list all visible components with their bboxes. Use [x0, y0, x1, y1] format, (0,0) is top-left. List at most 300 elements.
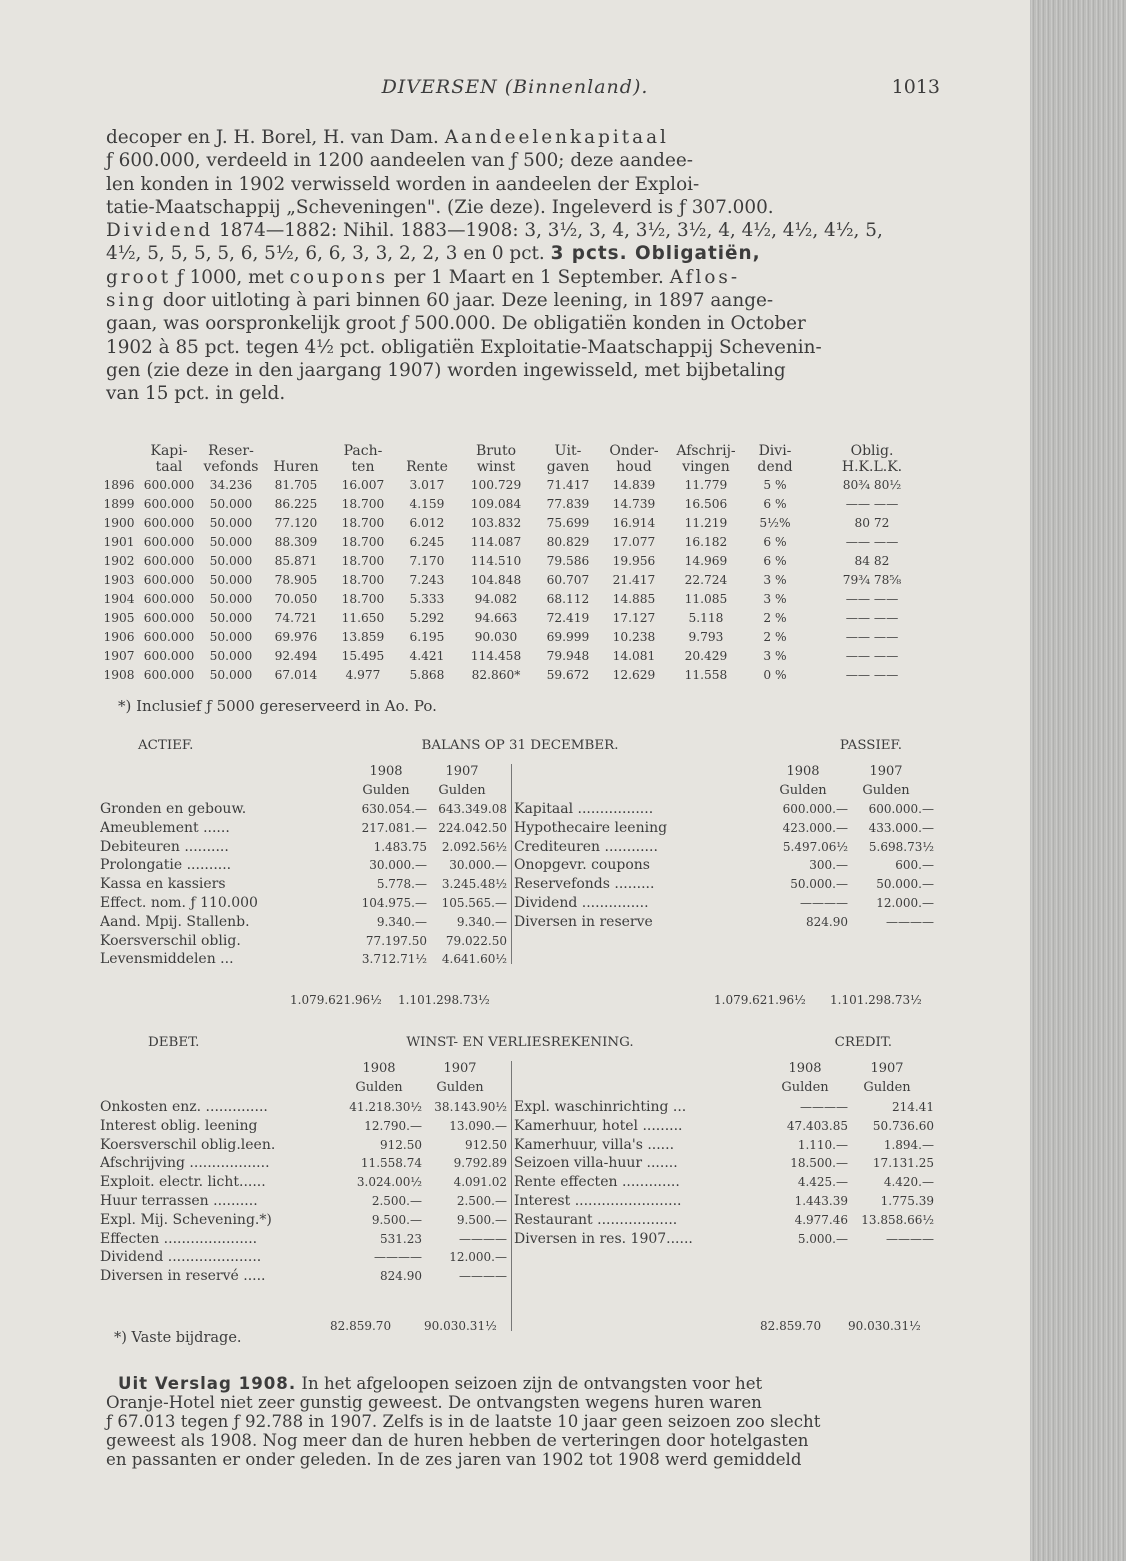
column-header	[262, 443, 330, 459]
column-header: Oblig.	[850, 443, 894, 459]
ledger-value-1907: 643.349.08	[438, 802, 507, 816]
table-cell: 80 72	[854, 515, 890, 530]
row-year: 1907	[103, 648, 135, 663]
ledger-value-1908: 600.000.—	[782, 802, 848, 816]
ledger-line	[514, 894, 940, 913]
row-year: 1906	[103, 629, 135, 644]
table-cell: 6.245	[409, 534, 445, 549]
pl-total-left-1908: 82.859.70	[330, 1319, 392, 1333]
verslag-paragraph	[106, 1374, 940, 1469]
balance-left-items	[100, 800, 507, 969]
table-cell: 17.077	[612, 534, 656, 549]
table-cell: 50.000	[209, 534, 253, 549]
column-header: Divi-	[758, 443, 792, 459]
table-cell: 7.170	[409, 553, 445, 568]
ledger-value-1907: 13.090.—	[449, 1118, 507, 1133]
ledger-label: Interest ........................	[514, 1192, 682, 1209]
balance-col-unit: Gulden	[362, 783, 410, 798]
balance-left-title: ACTIEF.	[138, 738, 194, 753]
ledger-line	[100, 1136, 507, 1155]
ledger-label: Prolongatie ..........	[100, 857, 232, 874]
ledger-value-1908: ————	[374, 1250, 422, 1265]
table-cell: 50.000	[209, 515, 253, 530]
table-cell: 114.087	[470, 534, 522, 549]
table-cell: 6.012	[409, 515, 445, 530]
balance-col-year: 1907	[445, 764, 479, 779]
table-cell: 75.699	[546, 515, 590, 530]
table-cell: 70.050	[274, 591, 318, 606]
table-cell: 72.419	[546, 610, 590, 625]
balance-total-left-1908: 1.079.621.96½	[290, 993, 382, 1007]
table-cell: 50.000	[209, 610, 253, 625]
table-cell: 10.238	[612, 629, 656, 644]
table-row	[100, 475, 940, 494]
intro-line: gaan, was oorspronkelijk groot ƒ 500.000. De obligatiën konden in October	[106, 313, 806, 335]
ledger-label: Kamerhuur, villa's ......	[514, 1136, 675, 1153]
row-year: 1900	[103, 515, 135, 530]
ledger-label: Huur terrassen ..........	[100, 1192, 258, 1209]
table-cell: 6.195	[409, 629, 445, 644]
table-row	[100, 532, 940, 551]
balance-right-items	[514, 800, 940, 932]
intro-line: tatie-Maatschappij „Scheveningen". (Zie deze). Ingeleverd is ƒ 307.000.	[106, 196, 774, 218]
table-cell: 2 %	[763, 629, 787, 644]
table-cell: 11.650	[341, 610, 385, 625]
intro-line: sing door uitloting à pari binnen 60 jaar. Deze leening, in 1897 aange-	[106, 290, 774, 312]
ledger-line	[514, 838, 940, 857]
ledger-line	[514, 1098, 940, 1117]
table-cell: 600.000	[143, 553, 195, 568]
ledger-line	[100, 1248, 507, 1267]
ledger-line	[100, 838, 507, 857]
running-header	[90, 76, 940, 106]
table-cell: 18.700	[341, 534, 385, 549]
table-cell: 79¾ 78⅝	[842, 572, 902, 587]
ledger-label: Exploit. electr. licht......	[100, 1174, 266, 1191]
table-cell: 79.586	[546, 553, 590, 568]
column-header: Onder-	[609, 443, 659, 459]
table-cell: 600.000	[143, 515, 195, 530]
ledger-value-1908: 5.778.—	[376, 877, 427, 892]
ledger-line	[100, 913, 507, 932]
ledger-label: Restaurant ..................	[514, 1211, 678, 1228]
column-header: H.K.L.K.	[841, 459, 903, 475]
table-cell: 92.494	[274, 648, 318, 663]
table-cell: 14.885	[612, 591, 656, 606]
ledger-value-1907: 4.420.—	[883, 1175, 934, 1190]
table-cell: 18.700	[341, 496, 385, 511]
ledger-label: Onopgevr. coupons	[514, 857, 650, 874]
ledger-line	[514, 875, 940, 894]
table-cell: 3.017	[409, 477, 445, 492]
table-cell: 0 %	[763, 667, 787, 682]
table-cell: 84 82	[854, 553, 890, 568]
column-header: winst	[476, 459, 516, 475]
table-cell: 69.999	[546, 629, 590, 644]
table-cell: 17.127	[612, 610, 656, 625]
balance-col-unit: Gulden	[862, 783, 910, 798]
ledger-value-1907: 2.500.—	[456, 1193, 507, 1208]
table-row	[100, 589, 940, 608]
table-cell: 59.672	[546, 667, 590, 682]
ledger-label: Dividend .....................	[100, 1249, 262, 1266]
table-cell: 600.000	[143, 629, 195, 644]
ledger-value-1908: 824.90	[806, 914, 848, 929]
ledger-value-1908: 47.403.85	[786, 1118, 848, 1133]
ledger-value-1908: 217.081.—	[361, 820, 427, 835]
pl-total-right-1908: 82.859.70	[760, 1319, 822, 1333]
column-header: dend	[757, 459, 793, 475]
ledger-line	[514, 913, 940, 932]
verslag-line: ƒ 67.013 tegen ƒ 92.788 in 1907. Zelfs is in de laatste 10 jaar geen seizoen zoo slecht	[106, 1412, 821, 1431]
intro-line: van 15 pct. in geld.	[106, 383, 286, 405]
balance-col-unit: Gulden	[779, 783, 827, 798]
ledger-value-1907: 30.000.—	[449, 858, 507, 873]
column-header: Rente	[406, 459, 448, 475]
column-header: vingen	[682, 459, 730, 475]
table-row	[100, 570, 940, 589]
column-header: gaven	[546, 459, 590, 475]
ledger-line	[100, 819, 507, 838]
table-cell: 18.700	[341, 553, 385, 568]
intro-paragraph	[106, 126, 940, 406]
table-cell: 77.839	[546, 496, 590, 511]
table-cell: —— ——	[845, 496, 899, 511]
ledger-line	[514, 1136, 940, 1155]
ledger-value-1907: 1.894.—	[883, 1137, 934, 1152]
ledger-value-1907: 224.042.50	[438, 820, 507, 835]
ledger-line	[100, 1098, 507, 1117]
history-table-body	[100, 475, 940, 684]
table-cell: 77.120	[274, 515, 318, 530]
ledger-value-1907: 214.41	[892, 1100, 934, 1114]
table-cell: 11.558	[684, 667, 728, 682]
ledger-label: Dividend ...............	[514, 894, 649, 911]
ledger-value-1907: 12.000.—	[876, 895, 934, 910]
table-cell: 7.243	[409, 572, 445, 587]
table-row	[100, 627, 940, 646]
table-cell: 21.417	[612, 572, 656, 587]
ledger-value-1908: 77.197.50	[365, 933, 427, 948]
ledger-value-1907: 50.736.60	[872, 1118, 934, 1133]
ledger-value-1907: ————	[459, 1231, 507, 1246]
pl-col-year: 1908	[362, 1061, 396, 1076]
ledger-line	[100, 1211, 507, 1230]
table-cell: 3 %	[763, 572, 787, 587]
pl-right-items	[514, 1098, 940, 1248]
table-cell: 5 %	[763, 477, 787, 492]
table-cell: 12.629	[612, 667, 656, 682]
table-cell: 600.000	[143, 667, 195, 682]
ledger-value-1907: ————	[459, 1269, 507, 1284]
table-cell: 6 %	[763, 496, 787, 511]
ledger-label: Onkosten enz. ..............	[100, 1099, 268, 1115]
intro-line: 4½, 5, 5, 5, 5, 6, 5½, 6, 6, 3, 3, 2, 2, 3 en 0 pct. 3 pcts. Obligatiën,	[106, 243, 761, 265]
ledger-line	[514, 1154, 940, 1173]
balance-right-title: PASSIEF.	[839, 738, 902, 753]
table-cell: 14.839	[612, 477, 656, 492]
table-cell: 34.236	[209, 477, 253, 492]
ledger-label: Diversen in reserve	[514, 913, 653, 930]
table-cell: 16.007	[341, 477, 385, 492]
column-header	[396, 443, 458, 459]
profit-loss-account	[100, 1035, 940, 1355]
ledger-value-1908: 1.443.39	[794, 1193, 848, 1208]
page-number: 1013	[891, 76, 940, 98]
ledger-label: Koersverschil oblig.leen.	[100, 1136, 276, 1153]
table-cell: 22.724	[684, 572, 728, 587]
ledger-label: Kapitaal .................	[514, 801, 654, 817]
table-row	[100, 608, 940, 627]
ledger-line	[514, 800, 940, 819]
table-cell: 81.705	[274, 477, 318, 492]
column-header: Reser-	[208, 443, 254, 459]
table-cell: 18.700	[341, 572, 385, 587]
ledger-label: Gronden en gebouw.	[100, 801, 247, 817]
table-cell: 60.707	[546, 572, 590, 587]
table-cell: 11.779	[684, 477, 728, 492]
ledger-value-1908: 9.500.—	[371, 1212, 422, 1227]
ledger-value-1907: 13.858.66½	[861, 1212, 934, 1227]
ledger-value-1908: 11.558.74	[360, 1156, 422, 1171]
ledger-label: Aand. Mpij. Stallenb.	[100, 913, 250, 930]
pl-note: *) Vaste bijdrage.	[114, 1330, 242, 1346]
ledger-line	[514, 1192, 940, 1211]
table-cell: 104.848	[470, 572, 522, 587]
ledger-value-1908: 912.50	[380, 1137, 422, 1152]
pl-title-row	[100, 1035, 940, 1055]
balance-col-year: 1908	[369, 764, 403, 779]
table-cell: 50.000	[209, 572, 253, 587]
table-cell: 600.000	[143, 572, 195, 587]
column-header: taal	[155, 459, 183, 475]
ledger-label: Levensmiddelen ...	[100, 951, 234, 968]
table-cell: —— ——	[845, 629, 899, 644]
balance-total-right-1907: 1.101.298.73½	[830, 993, 922, 1007]
table-cell: 20.429	[684, 648, 728, 663]
table-cell: 2 %	[763, 610, 787, 625]
header-row	[100, 443, 940, 459]
intro-line: decoper en J. H. Borel, H. van Dam. Aandeelenkapitaal	[106, 127, 669, 148]
table-cell: 90.030	[474, 629, 518, 644]
ledger-value-1907: 38.143.90½	[434, 1100, 507, 1114]
history-note: *) Inclusief ƒ 5000 gereserveerd in Ao. Po.	[118, 697, 437, 715]
ledger-line	[100, 932, 507, 951]
verslag-line: Oranje-Hotel niet zeer gunstig geweest. De ontvangsten wegens huren waren	[106, 1393, 762, 1412]
table-row	[100, 513, 940, 532]
intro-line: len konden in 1902 verwisseld worden in aandeelen der Exploi-	[106, 173, 700, 195]
column-header: vefonds	[203, 459, 259, 475]
ledger-value-1908: 531.23	[380, 1231, 422, 1246]
pl-col-year: 1907	[443, 1061, 477, 1076]
table-row	[100, 494, 940, 513]
ledger-value-1908: 3.024.00½	[356, 1175, 422, 1190]
table-cell: 19.956	[612, 553, 656, 568]
table-cell: 88.309	[274, 534, 318, 549]
ledger-value-1908: 9.340.—	[376, 914, 427, 929]
ledger-label: Expl. waschinrichting ...	[514, 1099, 687, 1115]
table-cell: —— ——	[845, 667, 899, 682]
ledger-line	[100, 856, 507, 875]
table-cell: —— ——	[845, 591, 899, 606]
column-header: ten	[351, 459, 375, 475]
table-cell: —— ——	[845, 648, 899, 663]
ledger-line	[100, 1267, 507, 1286]
table-cell: 600.000	[143, 610, 195, 625]
ledger-label: Afschrijving ..................	[100, 1155, 270, 1172]
pl-col-unit: Gulden	[355, 1080, 403, 1095]
ledger-line	[100, 1154, 507, 1173]
table-cell: 600.000	[143, 496, 195, 511]
ledger-line	[514, 1211, 940, 1230]
ledger-line	[514, 1173, 940, 1192]
intro-line: groot ƒ 1000, met coupons per 1 Maart en 1 September. Aflos-	[106, 266, 741, 288]
ledger-label: Ameublement ......	[100, 819, 230, 836]
ledger-value-1907: 4.091.02	[453, 1175, 507, 1190]
table-cell: 13.859	[341, 629, 385, 644]
pl-right-title: CREDIT.	[834, 1035, 892, 1050]
table-cell: 14.969	[684, 553, 728, 568]
ledger-line	[100, 894, 507, 913]
verslag-line: Uit Verslag 1908. In het afgeloopen seizoen zijn de ontvangsten voor het	[106, 1374, 940, 1393]
ledger-line	[100, 1173, 507, 1192]
row-year: 1899	[103, 496, 135, 511]
ledger-value-1908: 2.500.—	[371, 1193, 422, 1208]
ledger-value-1908: ————	[800, 895, 848, 910]
ledger-value-1907: 105.565.—	[441, 895, 507, 910]
table-cell: 50.000	[209, 496, 253, 511]
ledger-value-1907: 50.000.—	[876, 877, 934, 892]
column-header: Huren	[273, 459, 319, 475]
ledger-label: Effect. nom. ƒ 110.000	[100, 894, 258, 911]
table-cell: 114.510	[470, 553, 522, 568]
ledger-label: Interest oblig. leening	[100, 1117, 258, 1134]
table-cell: 11.085	[684, 591, 728, 606]
ledger-value-1908: 5.497.06½	[782, 839, 848, 854]
ledger-line	[100, 950, 507, 969]
table-cell: 6 %	[763, 534, 787, 549]
balance-total-right-1908: 1.079.621.96½	[714, 993, 806, 1007]
pl-col-unit: Gulden	[436, 1080, 484, 1095]
ledger-label: Crediteuren ............	[514, 838, 658, 855]
balance-title-row	[100, 738, 940, 758]
ledger-value-1908: 12.790.—	[364, 1118, 422, 1133]
ledger-value-1908: 4.977.46	[794, 1212, 848, 1227]
ledger-value-1907: 9.792.89	[453, 1156, 507, 1171]
table-cell: 14.739	[612, 496, 656, 511]
row-year: 1902	[103, 553, 135, 568]
table-cell: 5.292	[409, 610, 445, 625]
balance-total-left-1907: 1.101.298.73½	[398, 993, 490, 1007]
balance-col-year: 1908	[786, 764, 820, 779]
ledger-value-1908: 630.054.—	[361, 802, 427, 816]
ledger-line	[514, 856, 940, 875]
ledger-value-1908: 300.—	[809, 858, 848, 873]
column-header: houd	[616, 459, 652, 475]
balance-sheet	[100, 738, 940, 1018]
ledger-label: Hypothecaire leening	[514, 819, 668, 836]
intro-line: 1902 à 85 pct. tegen 4½ pct. obligatiën Exploitatie-Maatschappij Schevenin-	[106, 336, 822, 358]
ledger-value-1907: 5.698.73½	[868, 839, 934, 854]
balance-col-unit: Gulden	[438, 783, 486, 798]
verslag-line: geweest als 1908. Nog meer dan de huren hebben de verteringen door hotelgasten	[106, 1431, 809, 1450]
table-cell: 80¾ 80½	[842, 477, 902, 492]
table-cell: 600.000	[143, 648, 195, 663]
table-cell: 600.000	[143, 534, 195, 549]
ledger-value-1908: 30.000.—	[369, 858, 427, 873]
table-row	[100, 665, 940, 684]
table-cell: 5.868	[409, 667, 445, 682]
ledger-line	[100, 875, 507, 894]
table-cell: 4.977	[345, 667, 381, 682]
ledger-line	[100, 800, 507, 819]
ledger-label: Kassa en kassiers	[100, 876, 226, 893]
ledger-value-1907: 9.500.—	[456, 1212, 507, 1227]
ledger-label: Kamerhuur, hotel .........	[514, 1117, 683, 1134]
table-cell: 3 %	[763, 591, 787, 606]
pl-col-year: 1908	[788, 1061, 822, 1076]
ledger-value-1907: 600.000.—	[868, 802, 934, 816]
ledger-value-1907: 9.340.—	[456, 914, 507, 929]
intro-line: gen (zie deze in den jaargang 1907) worden ingewisseld, met bijbetaling	[106, 359, 786, 381]
ledger-value-1908: 1.110.—	[797, 1137, 848, 1152]
table-cell: 9.793	[688, 629, 724, 644]
ledger-value-1908: 5.000.—	[797, 1231, 848, 1246]
table-cell: 5½%	[759, 515, 791, 530]
header-title: DIVERSEN (Binnenland).	[381, 76, 649, 98]
pl-divider	[511, 1061, 512, 1331]
ledger-line	[100, 1117, 507, 1136]
table-cell: 5.333	[409, 591, 445, 606]
table-cell: —— ——	[845, 610, 899, 625]
pl-col-unit: Gulden	[781, 1080, 829, 1095]
table-cell: 15.495	[341, 648, 385, 663]
table-cell: 50.000	[209, 553, 253, 568]
ledger-label: Diversen in res. 1907......	[514, 1230, 693, 1247]
ledger-label: Debiteuren ..........	[100, 838, 229, 855]
intro-line: ƒ 600.000, verdeeld in 1200 aandeelen van ƒ 500; deze aandee-	[106, 150, 693, 172]
verslag-line: en passanten er onder geleden. In de zes jaren van 1902 tot 1908 werd gemiddeld	[106, 1450, 802, 1469]
pl-total-right-1907: 90.030.31½	[848, 1319, 921, 1333]
column-header: Afschrij-	[676, 443, 736, 459]
verslag-heading: Uit Verslag 1908.	[118, 1374, 297, 1393]
table-cell: 85.871	[274, 553, 318, 568]
ledger-value-1908: 1.483.75	[373, 839, 427, 854]
table-cell: 600.000	[143, 477, 195, 492]
ledger-value-1908: 423.000.—	[782, 820, 848, 835]
ledger-value-1907: ————	[886, 914, 934, 929]
table-cell: 16.506	[684, 496, 728, 511]
ledger-value-1907: 433.000.—	[868, 820, 934, 835]
ledger-value-1908: ————	[800, 1100, 848, 1114]
ledger-value-1907: 912.50	[465, 1137, 507, 1152]
row-year: 1901	[103, 534, 135, 549]
ledger-value-1908: 18.500.—	[790, 1156, 848, 1171]
ledger-value-1908: 824.90	[380, 1269, 422, 1284]
ledger-value-1907: 17.131.25	[872, 1156, 934, 1171]
column-header: Bruto	[475, 443, 517, 459]
column-header: Uit-	[554, 443, 582, 459]
row-year: 1905	[103, 610, 135, 625]
table-cell: 109.084	[470, 496, 522, 511]
intro-line: Dividend 1874—1882: Nihil. 1883—1908: 3, 3½, 3, 4, 3½, 3½, 4, 4½, 4½, 4½, 5,	[106, 220, 883, 242]
table-cell: 6 %	[763, 553, 787, 568]
table-cell: 18.700	[341, 515, 385, 530]
table-cell: 80.829	[546, 534, 590, 549]
table-cell: 94.663	[474, 610, 518, 625]
ledger-value-1907: 79.022.50	[445, 933, 507, 948]
table-cell: 86.225	[274, 496, 318, 511]
